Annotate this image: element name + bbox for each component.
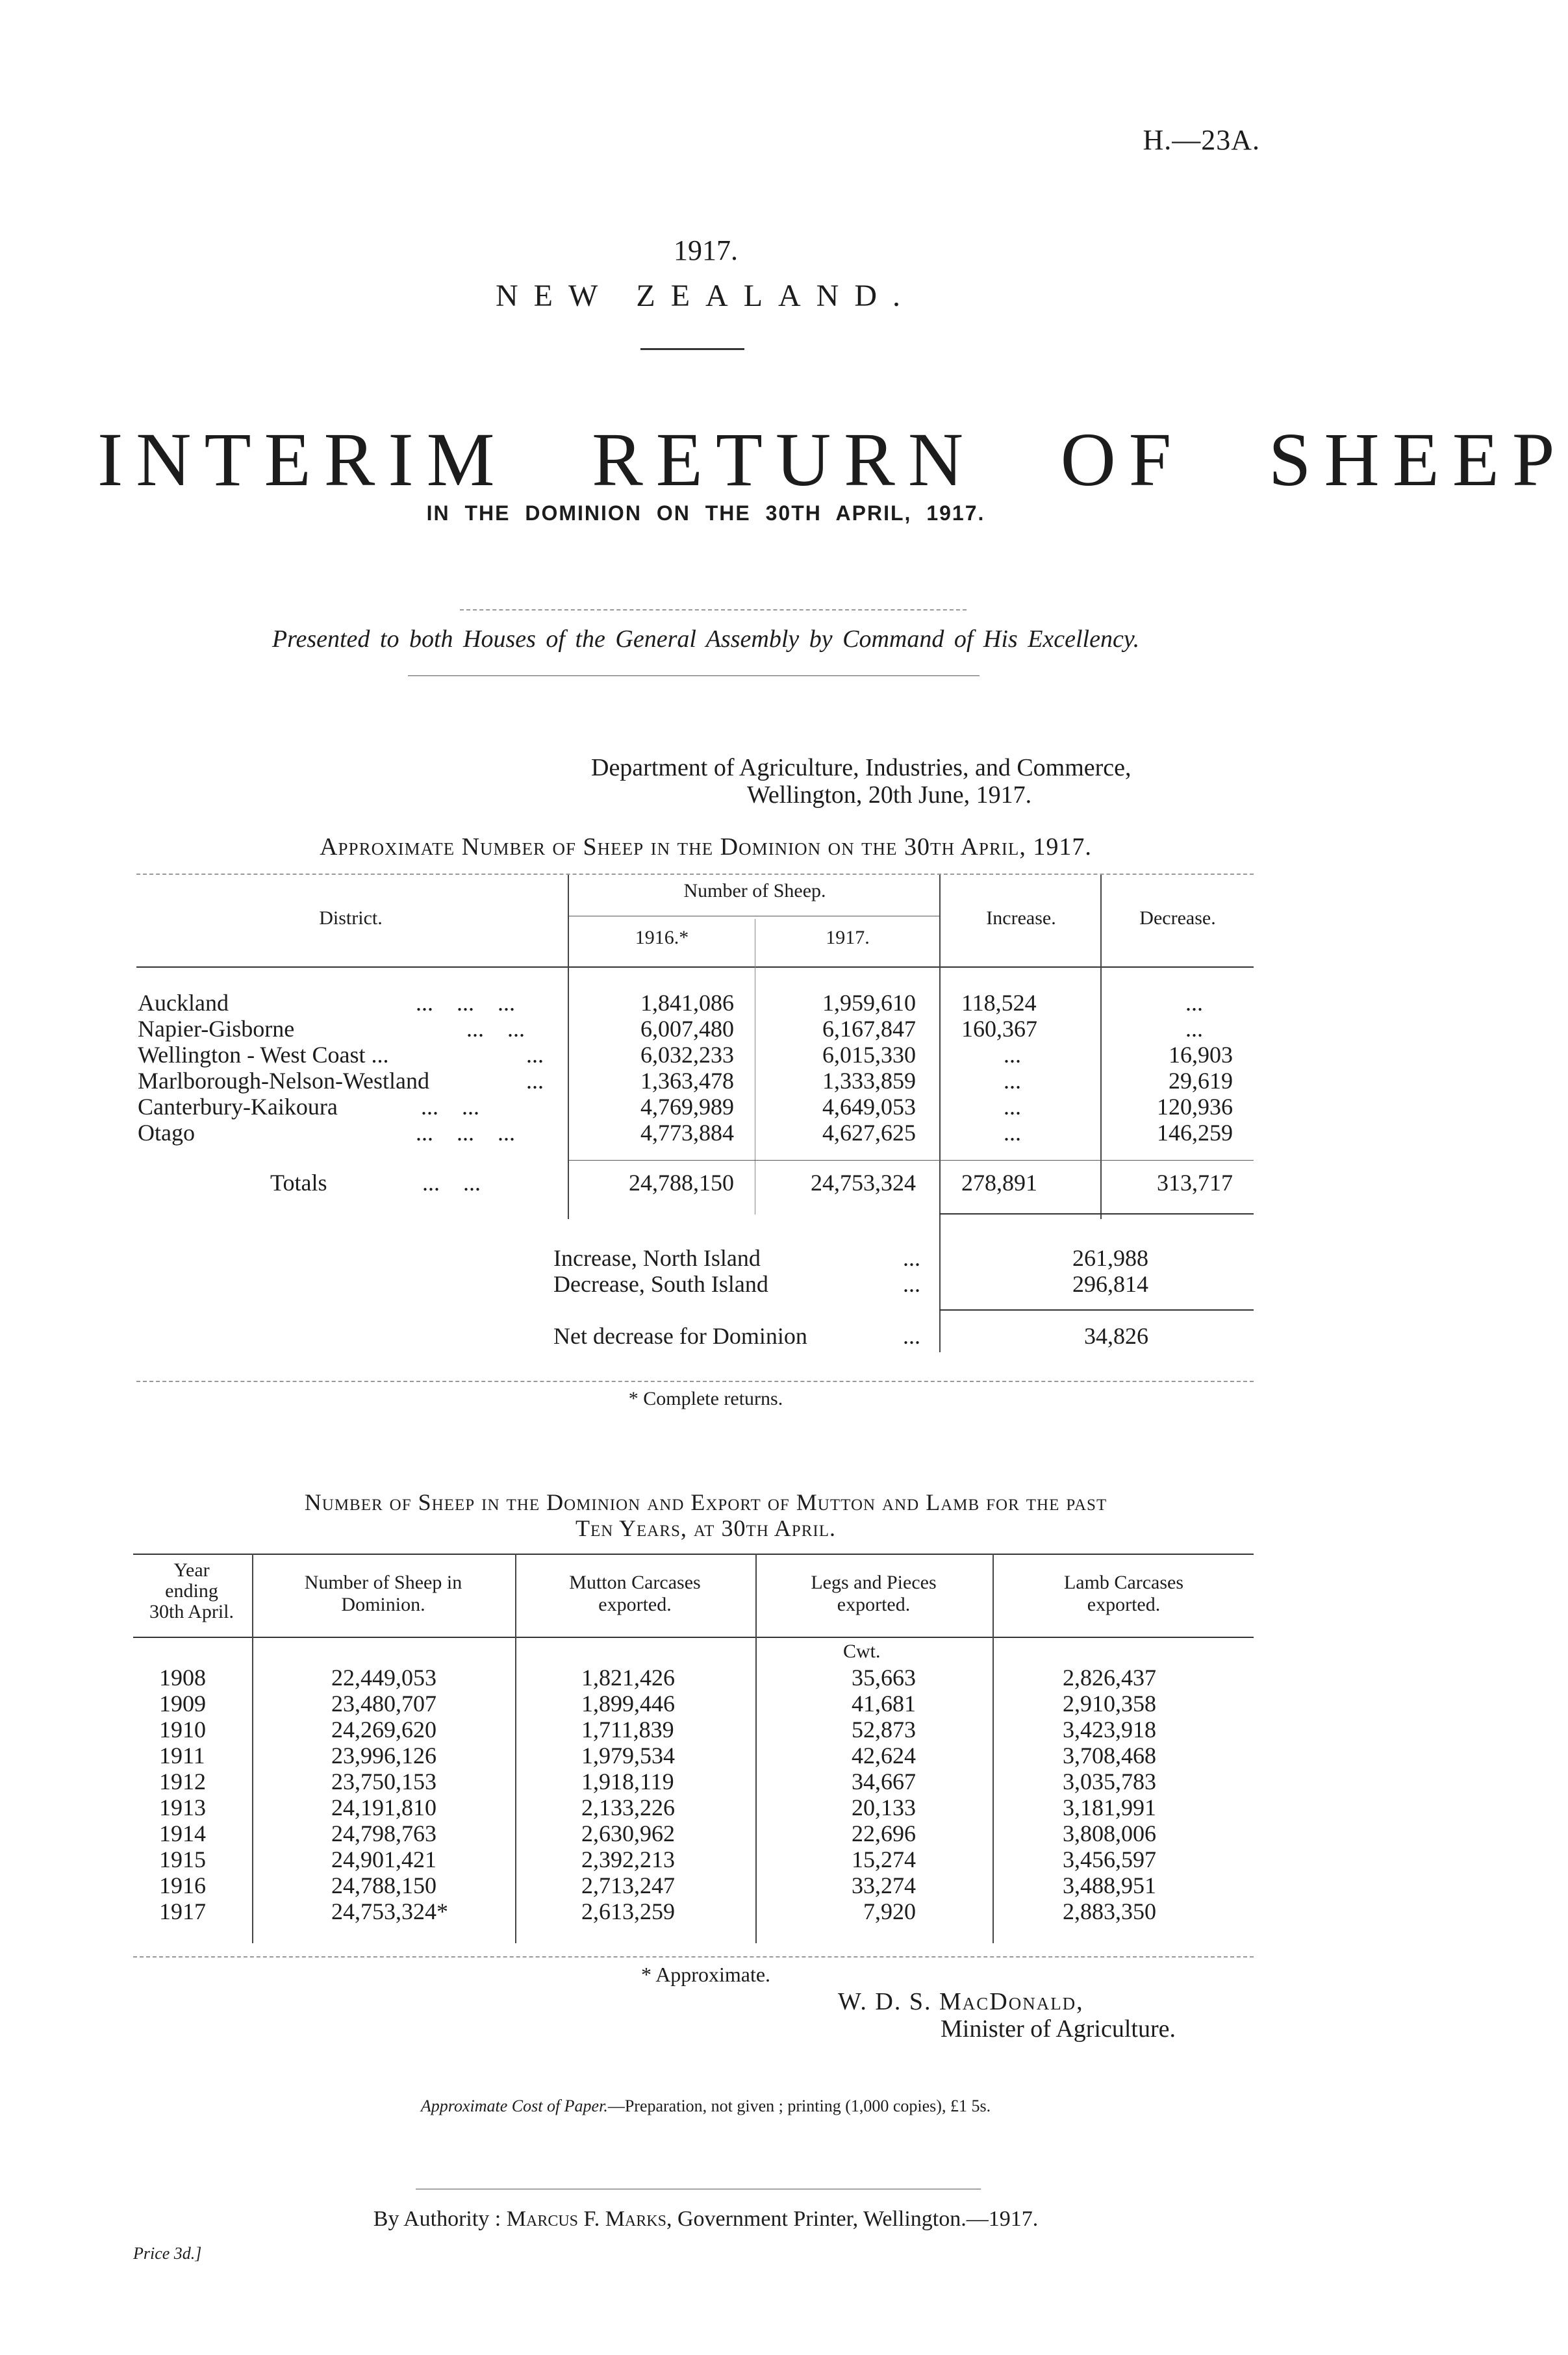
sheep-1916: 1,363,478 bbox=[640, 1068, 734, 1094]
sheep-1916: 6,007,480 bbox=[640, 1016, 734, 1042]
legs-value: 15,274 bbox=[852, 1846, 916, 1872]
totals-bottom-rule bbox=[939, 1213, 1254, 1215]
department-line: Department of Agriculture, Industries, and Commerce, bbox=[591, 754, 1132, 781]
table2-header-year bbox=[133, 1560, 250, 1622]
totals-top-rule bbox=[569, 1160, 1254, 1161]
header-line: exported. bbox=[1087, 1594, 1161, 1615]
table-row bbox=[0, 1119, 1411, 1146]
table2-footnote: * Approximate. bbox=[640, 1963, 771, 1986]
decrease-value: 29,619 bbox=[1169, 1068, 1233, 1094]
year-value: 1917 bbox=[159, 1898, 206, 1924]
legs-value: 33,274 bbox=[852, 1872, 916, 1898]
presented-line: Presented to both Houses of the General Assembly by Command of His Excellency. bbox=[272, 625, 1140, 653]
mutton-value: 1,979,534 bbox=[581, 1743, 675, 1769]
table-row bbox=[0, 1742, 1411, 1769]
table-row bbox=[0, 989, 1411, 1016]
table-row bbox=[0, 1067, 1411, 1094]
main-title: INTERIM RETURN OF SHEEP bbox=[97, 417, 1568, 502]
year-value: 1911 bbox=[159, 1743, 205, 1769]
country-heading: NEW ZEALAND. bbox=[495, 279, 917, 313]
leader-dots: ... bbox=[903, 1245, 920, 1271]
totals-row bbox=[0, 1169, 1411, 1196]
sheep-value: 24,269,620 bbox=[331, 1717, 436, 1743]
total-1916: 24,788,150 bbox=[629, 1170, 734, 1196]
year-value: 1910 bbox=[159, 1717, 206, 1743]
table2-bottom-rule bbox=[133, 1956, 1254, 1958]
signature-name: W. D. S. MacDonald, bbox=[838, 1988, 1084, 2015]
header-line: exported. bbox=[837, 1594, 911, 1615]
increase-value: ... bbox=[1004, 1042, 1021, 1068]
table-row bbox=[0, 1716, 1411, 1743]
sheep-value: 24,191,810 bbox=[331, 1795, 436, 1820]
imprint-line bbox=[0, 2207, 1411, 2232]
sheep-1916: 6,032,233 bbox=[640, 1042, 734, 1068]
leader-dots: ... ... ... bbox=[416, 1120, 515, 1146]
table1-header-number-of-sheep: Number of Sheep. bbox=[683, 880, 826, 901]
total-1917: 24,753,324 bbox=[811, 1170, 916, 1196]
mutton-value: 2,630,962 bbox=[581, 1820, 675, 1846]
mutton-value: 2,133,226 bbox=[581, 1795, 675, 1820]
decrease-value: 120,936 bbox=[1157, 1094, 1233, 1120]
summary-label: Net decrease for Dominion bbox=[553, 1323, 807, 1349]
document-reference: H.—23A. bbox=[1143, 124, 1260, 156]
mutton-value: 2,392,213 bbox=[581, 1846, 675, 1872]
sheep-1916: 4,773,884 bbox=[640, 1120, 734, 1146]
sheep-1916: 1,841,086 bbox=[640, 990, 734, 1016]
legs-value: 52,873 bbox=[852, 1717, 916, 1743]
legs-value: 41,681 bbox=[852, 1691, 916, 1717]
year-value: 1916 bbox=[159, 1872, 206, 1898]
mutton-value: 1,711,839 bbox=[581, 1717, 674, 1743]
sheep-1917: 1,333,859 bbox=[822, 1068, 916, 1094]
table-row bbox=[0, 1015, 1411, 1042]
leader-dots: ... ... bbox=[421, 1094, 479, 1120]
mutton-value: 2,613,259 bbox=[581, 1898, 675, 1924]
table1-title: Approximate Number of Sheep in the Dominion on the 30th April, 1917. bbox=[320, 833, 1092, 861]
total-increase: 278,891 bbox=[961, 1170, 1037, 1196]
legs-value: 34,667 bbox=[852, 1769, 916, 1795]
table-row bbox=[0, 1820, 1411, 1847]
imprint-prefix: By Authority : bbox=[373, 2207, 501, 2231]
table2-header-sheep bbox=[253, 1572, 513, 1616]
lamb-value: 3,708,468 bbox=[1063, 1743, 1156, 1769]
header-line: Mutton Carcases bbox=[569, 1572, 701, 1593]
totals-label: Totals bbox=[270, 1170, 327, 1196]
header-line: Year bbox=[173, 1559, 210, 1581]
summary-row-net bbox=[0, 1322, 1411, 1350]
district-name: Marlborough-Nelson-Westland bbox=[138, 1068, 429, 1094]
table-row bbox=[0, 1664, 1411, 1691]
increase-value: ... bbox=[1004, 1120, 1021, 1146]
header-line: Dominion. bbox=[341, 1594, 425, 1615]
legs-value: 7,920 bbox=[863, 1898, 916, 1924]
summary-value: 296,814 bbox=[1072, 1271, 1148, 1297]
table1-header-increase: Increase. bbox=[986, 907, 1056, 929]
imprint-suffix: Government Printer, Wellington.—1917. bbox=[677, 2207, 1039, 2231]
summary-row-increase bbox=[0, 1244, 1411, 1272]
presented-top-rule bbox=[460, 609, 967, 611]
cost-note bbox=[0, 2097, 1411, 2116]
legs-unit-label: Cwt. bbox=[843, 1641, 881, 1662]
table2-header-lamb bbox=[994, 1572, 1254, 1616]
table2-top-rule bbox=[133, 1554, 1254, 1555]
lamb-value: 3,423,918 bbox=[1063, 1717, 1156, 1743]
leader-dots: ... bbox=[903, 1271, 920, 1297]
table-row bbox=[0, 1898, 1411, 1925]
summary-rule bbox=[939, 1309, 1254, 1311]
year-value: 1912 bbox=[159, 1769, 206, 1795]
table2-title-line2: Ten Years, at 30th April. bbox=[575, 1515, 836, 1541]
leader-dots: ... ... ... bbox=[416, 990, 515, 1016]
leader-dots: ... bbox=[526, 1068, 544, 1094]
total-decrease: 313,717 bbox=[1157, 1170, 1233, 1196]
increase-value: 118,524 bbox=[961, 990, 1037, 1016]
year-value: 1915 bbox=[159, 1846, 206, 1872]
leader-dots: ... bbox=[903, 1323, 920, 1349]
lamb-value: 3,035,783 bbox=[1063, 1769, 1156, 1795]
increase-value: ... bbox=[1004, 1068, 1021, 1094]
district-name: Auckland bbox=[138, 990, 229, 1016]
decrease-value: 146,259 bbox=[1157, 1120, 1233, 1146]
table-row bbox=[0, 1872, 1411, 1899]
price-note: Price 3d.] bbox=[133, 2244, 202, 2263]
table-row bbox=[0, 1093, 1411, 1120]
year-value: 1908 bbox=[159, 1665, 206, 1691]
mutton-value: 1,821,426 bbox=[581, 1665, 675, 1691]
header-line: Legs and Pieces bbox=[811, 1572, 937, 1593]
presented-bottom-rule bbox=[408, 675, 980, 676]
cost-note-label: Approximate Cost of Paper. bbox=[420, 2097, 608, 2115]
legs-value: 35,663 bbox=[852, 1665, 916, 1691]
year-value: 1913 bbox=[159, 1795, 206, 1820]
decrease-value: ... bbox=[1185, 990, 1203, 1016]
document-year: 1917. bbox=[674, 234, 738, 266]
table-row bbox=[0, 1846, 1411, 1873]
mutton-value: 1,918,119 bbox=[581, 1769, 674, 1795]
leader-dots: ... ... bbox=[466, 1016, 525, 1042]
leader-dots: ... ... bbox=[422, 1170, 481, 1196]
sheep-value: 24,901,421 bbox=[331, 1846, 436, 1872]
sheep-1917: 6,015,330 bbox=[822, 1042, 916, 1068]
sheep-1916: 4,769,989 bbox=[640, 1094, 734, 1120]
leader-dots: ... bbox=[526, 1042, 544, 1068]
mutton-value: 1,899,446 bbox=[581, 1691, 675, 1717]
subtitle: IN THE DOMINION ON THE 30TH APRIL, 1917. bbox=[426, 501, 985, 525]
table1-header-decrease: Decrease. bbox=[1139, 907, 1216, 929]
lamb-value: 2,883,350 bbox=[1063, 1898, 1156, 1924]
table1-header-1916: 1916.* bbox=[635, 927, 689, 948]
table2-title-line1: Number of Sheep in the Dominion and Export of Mutton and Lamb for the past bbox=[304, 1489, 1107, 1515]
lamb-value: 2,826,437 bbox=[1063, 1665, 1156, 1691]
sheep-value: 22,449,053 bbox=[331, 1665, 436, 1691]
table1-bottom-rule bbox=[136, 1381, 1254, 1382]
table1-footnote: * Complete returns. bbox=[628, 1388, 783, 1409]
table1-top-rule bbox=[136, 874, 1254, 875]
table2-header-mutton bbox=[516, 1572, 753, 1616]
summary-value: 261,988 bbox=[1072, 1245, 1148, 1271]
header-line: ending bbox=[165, 1580, 218, 1602]
table1-header-1917: 1917. bbox=[826, 927, 870, 948]
year-value: 1914 bbox=[159, 1820, 206, 1846]
legs-value: 20,133 bbox=[852, 1795, 916, 1820]
place-date-line: Wellington, 20th June, 1917. bbox=[747, 781, 1032, 809]
lamb-value: 3,808,006 bbox=[1063, 1820, 1156, 1846]
summary-label: Decrease, South Island bbox=[553, 1271, 768, 1297]
summary-label: Increase, North Island bbox=[553, 1245, 761, 1271]
sheep-1917: 1,959,610 bbox=[822, 990, 916, 1016]
table-row bbox=[0, 1690, 1411, 1717]
lamb-value: 3,456,597 bbox=[1063, 1846, 1156, 1872]
district-name: Otago bbox=[138, 1120, 195, 1146]
sheep-value: 24,753,324* bbox=[331, 1898, 448, 1924]
summary-value: 34,826 bbox=[1084, 1323, 1148, 1349]
header-line: Lamb Carcases bbox=[1063, 1572, 1184, 1593]
increase-value: 160,367 bbox=[961, 1016, 1037, 1042]
district-name: Napier-Gisborne bbox=[138, 1016, 295, 1042]
decrease-value: 16,903 bbox=[1169, 1042, 1233, 1068]
cost-note-text: —Preparation, not given ; printing (1,000 copies), £1 5s. bbox=[607, 2097, 991, 2115]
title-rule bbox=[640, 348, 744, 350]
header-line: 30th April. bbox=[149, 1601, 234, 1622]
mutton-value: 2,713,247 bbox=[581, 1872, 675, 1898]
sheep-value: 24,798,763 bbox=[331, 1820, 436, 1846]
table2-header-legs bbox=[757, 1572, 991, 1616]
sheep-1917: 4,649,053 bbox=[822, 1094, 916, 1120]
year-value: 1909 bbox=[159, 1691, 206, 1717]
table-row bbox=[0, 1794, 1411, 1821]
lamb-value: 2,910,358 bbox=[1063, 1691, 1156, 1717]
district-name: Canterbury-Kaikoura bbox=[138, 1094, 338, 1120]
header-line: exported. bbox=[598, 1594, 672, 1615]
decrease-value: ... bbox=[1185, 1016, 1203, 1042]
legs-value: 42,624 bbox=[852, 1743, 916, 1769]
increase-value: ... bbox=[1004, 1094, 1021, 1120]
table2-header-rule bbox=[133, 1637, 1254, 1638]
imprint-printer: Marcus F. Marks, bbox=[506, 2207, 672, 2231]
lamb-value: 3,181,991 bbox=[1063, 1795, 1156, 1820]
sheep-value: 23,480,707 bbox=[331, 1691, 436, 1717]
legs-value: 22,696 bbox=[852, 1820, 916, 1846]
sheep-value: 23,750,153 bbox=[331, 1769, 436, 1795]
sheep-1917: 6,167,847 bbox=[822, 1016, 916, 1042]
table1-header-rule bbox=[136, 966, 1254, 968]
table-row bbox=[0, 1768, 1411, 1795]
sheep-value: 24,788,150 bbox=[331, 1872, 436, 1898]
table-row bbox=[0, 1041, 1411, 1068]
table1-header-district: District. bbox=[319, 907, 383, 929]
header-line: Number of Sheep in bbox=[304, 1572, 462, 1593]
sheep-value: 23,996,126 bbox=[331, 1743, 436, 1769]
lamb-value: 3,488,951 bbox=[1063, 1872, 1156, 1898]
summary-row-decrease bbox=[0, 1270, 1411, 1298]
district-name: Wellington - West Coast ... bbox=[138, 1042, 389, 1068]
sheep-1917: 4,627,625 bbox=[822, 1120, 916, 1146]
signature-title: Minister of Agriculture. bbox=[941, 2015, 1176, 2043]
